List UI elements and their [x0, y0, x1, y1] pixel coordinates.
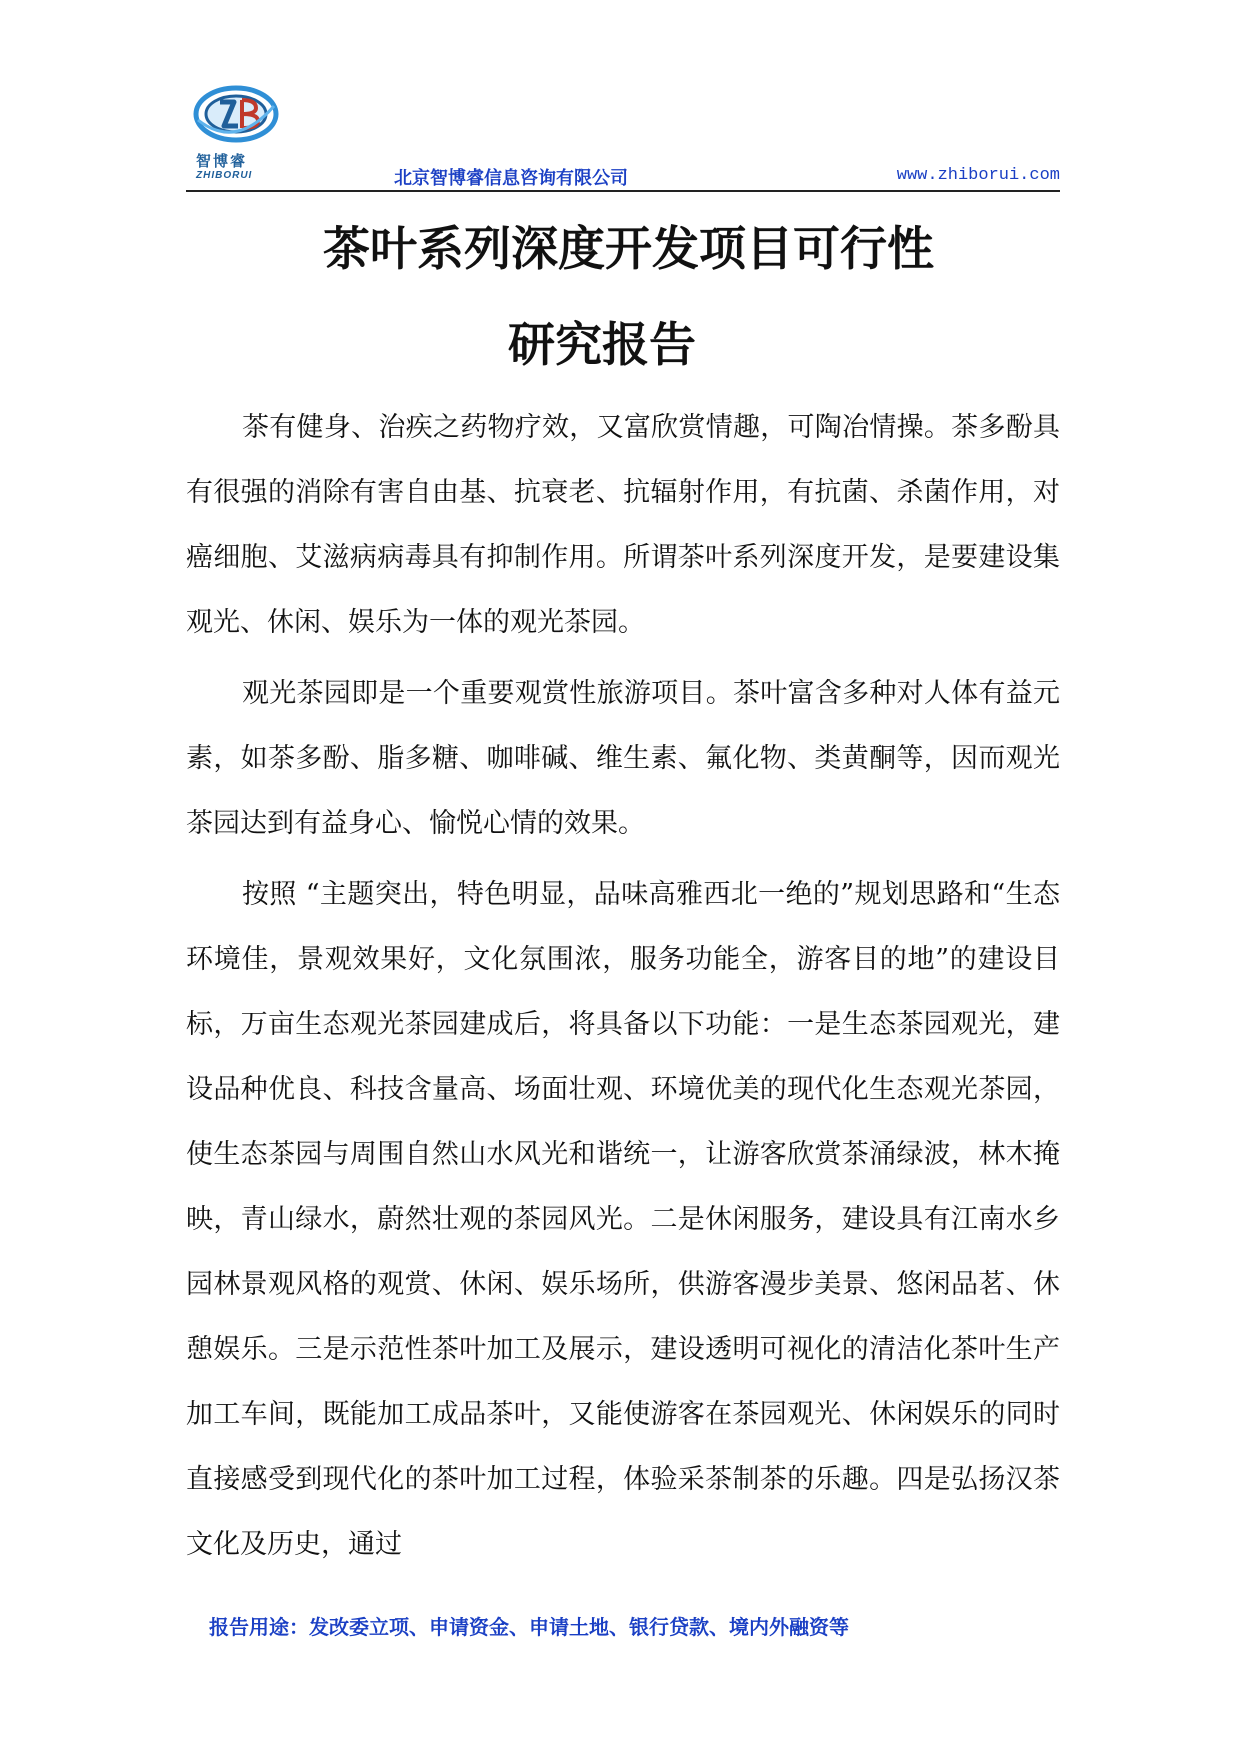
document-title-line-1: 茶叶系列深度开发项目可行性 [323, 222, 934, 277]
zhiborui-logo-icon [190, 80, 280, 144]
page-header [186, 80, 1060, 192]
report-purpose-footer: 报告用途：发改委立项、申请资金、申请土地、银行贷款、境内外融资等 [209, 1615, 849, 1639]
body-paragraph: 茶有健身、治疾之药物疗效，又富欣赏情趣，可陶冶情操。茶多酚具有很强的消除有害自由基、抗衰老、抗辐射作用，有抗菌、杀菌作用，对癌细胞、艾滋病病毒具有抑制作用。所谓茶叶系列深度开发，是要建设集观光、休闲、娱乐为一体的观光茶园。 [186, 412, 1060, 638]
logo-english-text: ZHIBORUI [196, 170, 253, 181]
company-name: 北京智博睿信息咨询有限公司 [394, 168, 628, 189]
company-logo [190, 80, 280, 180]
body-paragraph: 按照 “主题突出，特色明显，品味高雅西北一绝的”规划思路和“生态环境佳，景观效果好，文化氛围浓，服务功能全，游客目的地”的建设目标，万亩生态观光茶园建成后，将具备以下功能：一是生态茶园观光，建设品种优良、科技含量高、场面壮观、环境优美的现代化生态观光茶园，使生态茶园与周围自然山水风光和谐统一，让游客欣赏茶涌绿波，林木掩映，青山绿水，蔚然壮观的茶园风光。二是休闲服务，建设具有江南水乡园林景观风格的观赏、休闲、娱乐场所，供游客漫步美景、悠闲品茗、休憩娱乐。三是示范性茶叶加工及展示，建设透明可视化的清洁化茶叶生产加工车间，既能加工成品茶叶，又能使游客在茶园观光、休闲娱乐的同时直接感受到现代化的茶叶加工过程，体验采茶制茶的乐趣。四是弘扬汉茶文化及历史，通过 [186, 879, 1060, 1560]
document-title-line-2: 研究报告 [508, 318, 696, 373]
header-divider [186, 190, 1060, 192]
body-paragraph: 观光茶园即是一个重要观赏性旅游项目。茶叶富含多种对人体有益元素，如茶多酚、脂多糖、咖啡碱、维生素、氟化物、类黄酮等，因而观光茶园达到有益身心、愉悦心情的效果。 [186, 678, 1060, 839]
document-body [186, 395, 1060, 1583]
website-link[interactable]: www.zhiborui.com [896, 166, 1060, 185]
logo-chinese-text: 智博睿 [196, 152, 248, 170]
